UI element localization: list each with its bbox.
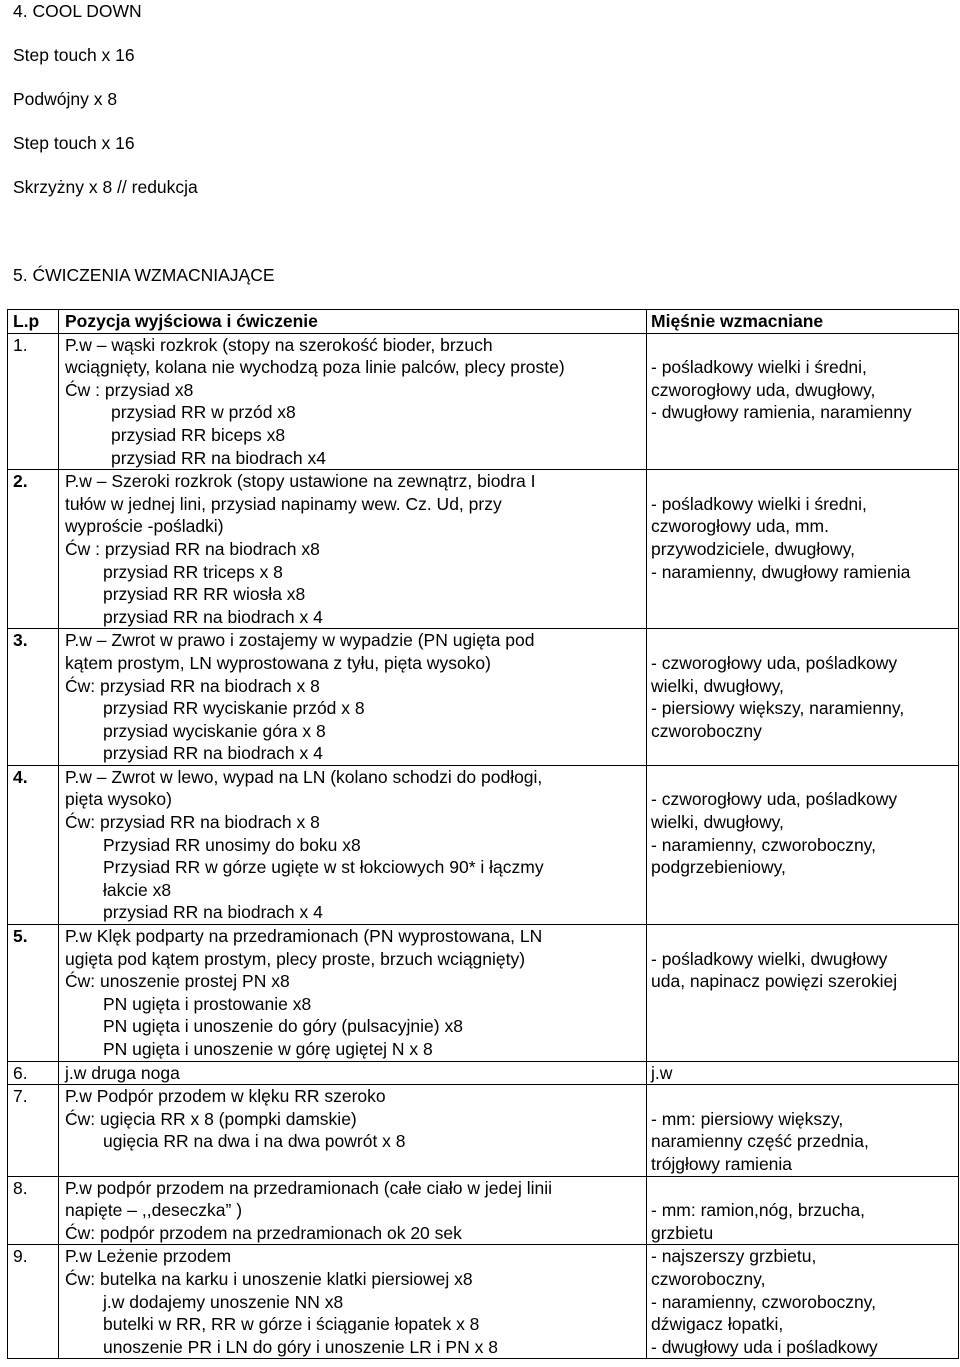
- exercise-line: przysiad RR na biodrach x 4: [103, 743, 323, 764]
- row-muscles: [647, 1245, 959, 1359]
- row-number: 5.: [8, 925, 59, 1062]
- exercise-line: łakcie x8: [103, 879, 172, 900]
- description-line: wciągnięty, kolana nie wychodzą poza linie palców, plecy proste): [65, 357, 565, 378]
- table-row: [8, 765, 959, 924]
- cooldown-item: Step touch x 16: [13, 133, 135, 153]
- exercise-line: przysiad RR na biodrach x 4: [103, 902, 323, 923]
- table-row: [8, 1245, 959, 1359]
- exercise-line: PN ugięta i unoszenie do góry (pulsacyjnie) x8: [103, 1016, 463, 1037]
- cooldown-heading: 4. COOL DOWN: [13, 1, 142, 21]
- row-muscles: [647, 470, 959, 629]
- description-line: P.w – Szeroki rozkrok (stopy ustawione na zewnątrz, biodra I: [65, 471, 536, 492]
- muscle-line: - naramienny, czworoboczny,: [651, 834, 876, 855]
- description-line: napięte – ,,deseczka” ): [65, 1200, 243, 1221]
- muscle-line: - pośladkowy wielki, dwugłowy: [651, 948, 888, 969]
- description-line: Ćw: podpór przodem na przedramionach ok 20 sek: [65, 1222, 462, 1243]
- exercise-line: PN ugięta i unoszenie w górę ugiętej N x 8: [103, 1039, 433, 1059]
- muscle-line: - mm: piersiowy większy,: [651, 1108, 844, 1129]
- table-row: [8, 629, 959, 766]
- exercise-line: przysiad RR triceps x 8: [103, 561, 283, 582]
- row-number: 6.: [8, 1061, 59, 1085]
- muscle-line: - pośladkowy wielki i średni,: [651, 493, 867, 514]
- muscle-line: - czworogłowy uda, pośladkowy: [651, 789, 898, 810]
- exercise-line: PN ugięta i prostowanie x8: [103, 993, 312, 1014]
- exercise-line: ugięcia RR na dwa i na dwa powrót x 8: [103, 1131, 406, 1152]
- description-line: tułów w jednej lini, przysiad napinamy wew. Cz. Ud, przy: [65, 493, 502, 514]
- exercise-line: unoszenie PR i LN do góry i unoszenie LR i PN x 8: [103, 1336, 498, 1357]
- description-line: P.w podpór przodem na przedramionach (całe ciało w jedej linii: [65, 1177, 553, 1198]
- row-description: [59, 1245, 647, 1359]
- row-description: [59, 333, 647, 470]
- exercise-line: przysiad RR RR wiosła x8: [103, 584, 306, 605]
- description-line: pięta wysoko): [65, 789, 172, 810]
- description-line: ugięta pod kątem prostym, plecy proste, brzuch wciągnięty): [65, 948, 526, 969]
- muscle-line: - najszerszy grzbietu,: [651, 1246, 817, 1267]
- row-description: [59, 765, 647, 924]
- description-line: Ćw: przysiad RR na biodrach x 8: [65, 675, 320, 696]
- cooldown-item: Step touch x 16: [13, 45, 135, 65]
- row-muscles: [647, 765, 959, 924]
- muscle-line: grzbietu: [651, 1222, 714, 1243]
- description-line: j.w druga noga: [65, 1062, 180, 1083]
- row-description: [59, 470, 647, 629]
- table-row: [8, 333, 959, 470]
- description-line: P.w – wąski rozkrok (stopy na szerokość bioder, brzuch: [65, 334, 493, 355]
- description-line: wyproście -pośladki): [65, 516, 224, 537]
- muscle-line: trójgłowy ramienia: [651, 1153, 793, 1174]
- exercise-line: Przysiad RR unosimy do boku x8: [103, 834, 361, 855]
- muscle-line: czworogłowy uda, dwugłowy,: [651, 379, 876, 400]
- row-muscles: [647, 925, 959, 1062]
- exercise-line: przysiad RR wyciskanie przód x 8: [103, 698, 365, 719]
- table-row: [8, 925, 959, 1062]
- description-line: P.w – Zwrot w lewo, wypad na LN (kolano schodzi do podłogi,: [65, 766, 543, 787]
- muscle-line: - naramienny, czworoboczny,: [651, 1291, 876, 1312]
- muscle-line: czworogłowy uda, mm.: [651, 516, 829, 537]
- muscle-line: - mm: ramion,nóg, brzucha,: [651, 1200, 865, 1221]
- row-number: 8.: [8, 1176, 59, 1245]
- exercise-line: przysiad RR biceps x8: [111, 424, 286, 445]
- exercise-line: j.w dodajemy unoszenie NN x8: [103, 1291, 344, 1312]
- row-muscles: [647, 1085, 959, 1176]
- description-line: kątem prostym, LN wyprostowana z tyłu, pięta wysoko): [65, 652, 491, 673]
- row-number: 4.: [8, 765, 59, 924]
- table-header-row: [8, 310, 959, 334]
- muscle-line: naramienny część przednia,: [651, 1131, 869, 1152]
- row-muscles: [647, 1061, 959, 1085]
- row-description: [59, 1085, 647, 1176]
- header-position: Pozycja wyjściowa i ćwiczenie: [59, 310, 647, 334]
- description-line: Ćw: butelka na karku i unoszenie klatki piersiowej x8: [65, 1268, 473, 1289]
- muscle-line: - dwugłowy uda i pośladkowy: [651, 1336, 878, 1357]
- row-muscles: [647, 629, 959, 766]
- row-description: [59, 629, 647, 766]
- table-row: [8, 1085, 959, 1176]
- muscle-line: - pośladkowy wielki i średni,: [651, 357, 867, 378]
- cooldown-item: Skrzyżny x 8 // redukcja: [13, 177, 198, 197]
- row-description: [59, 1176, 647, 1245]
- muscle-line: dźwigacz łopatki,: [651, 1314, 784, 1335]
- table-row: [8, 470, 959, 629]
- muscle-line: podgrzebieniowy,: [651, 857, 786, 878]
- description-line: Ćw : przysiad x8: [65, 379, 194, 400]
- description-line: P.w Podpór przodem w klęku RR szeroko: [65, 1086, 386, 1107]
- muscle-line: - naramienny, dwugłowy ramienia: [651, 561, 911, 582]
- muscle-line: uda, napinacz powięzi szerokiej: [651, 971, 898, 992]
- description-line: P.w Klęk podparty na przedramionach (PN wyprostowana, LN: [65, 926, 543, 947]
- row-description: [59, 1061, 647, 1085]
- muscle-line: j.w: [651, 1062, 673, 1083]
- exercise-table: [7, 309, 959, 1359]
- row-number: 2.: [8, 470, 59, 629]
- description-line: Ćw : przysiad RR na biodrach x8: [65, 538, 320, 559]
- description-line: P.w Leżenie przodem: [65, 1246, 232, 1267]
- exercise-line: przysiad RR na biodrach x4: [111, 447, 326, 468]
- strength-heading: 5. ĆWICZENIA WZMACNIAJĄCE: [13, 265, 275, 285]
- description-line: Ćw: ugięcia RR x 8 (pompki damskie): [65, 1108, 357, 1129]
- table-row: [8, 1061, 959, 1085]
- table-row: [8, 1176, 959, 1245]
- muscle-line: wielki, dwugłowy,: [651, 675, 784, 696]
- exercise-line: przysiad RR na biodrach x 4: [103, 606, 323, 627]
- row-description: [59, 925, 647, 1062]
- exercise-line: przysiad wyciskanie góra x 8: [103, 720, 326, 741]
- muscle-line: - piersiowy większy, naramienny,: [651, 698, 905, 719]
- muscle-line: - czworogłowy uda, pośladkowy: [651, 652, 898, 673]
- muscle-line: czworoboczny: [651, 720, 762, 741]
- exercise-line: przysiad RR w przód x8: [111, 402, 296, 423]
- cooldown-item: Podwójny x 8: [13, 89, 118, 109]
- muscle-line: - dwugłowy ramienia, naramienny: [651, 402, 912, 423]
- header-lp: L.p: [8, 310, 59, 334]
- exercise-line: Przysiad RR w górze ugięte w st łokciowych 90* i łączmy: [103, 857, 544, 878]
- row-number: 3.: [8, 629, 59, 766]
- row-muscles: [647, 1176, 959, 1245]
- muscle-line: czworoboczny,: [651, 1268, 766, 1289]
- header-muscles: Mięśnie wzmacniane: [647, 310, 959, 334]
- exercise-line: butelki w RR, RR w górze i ściąganie łopatek x 8: [103, 1314, 480, 1335]
- description-line: P.w – Zwrot w prawo i zostajemy w wypadzie (PN ugięta pod: [65, 630, 535, 651]
- muscle-line: wielki, dwugłowy,: [651, 812, 784, 833]
- row-number: 7.: [8, 1085, 59, 1176]
- row-number: 9.: [8, 1245, 59, 1359]
- row-muscles: [647, 333, 959, 470]
- description-line: Ćw: unoszenie prostej PN x8: [65, 971, 290, 992]
- description-line: Ćw: przysiad RR na biodrach x 8: [65, 812, 320, 833]
- row-number: 1.: [8, 333, 59, 470]
- muscle-line: przywodziciele, dwugłowy,: [651, 538, 855, 559]
